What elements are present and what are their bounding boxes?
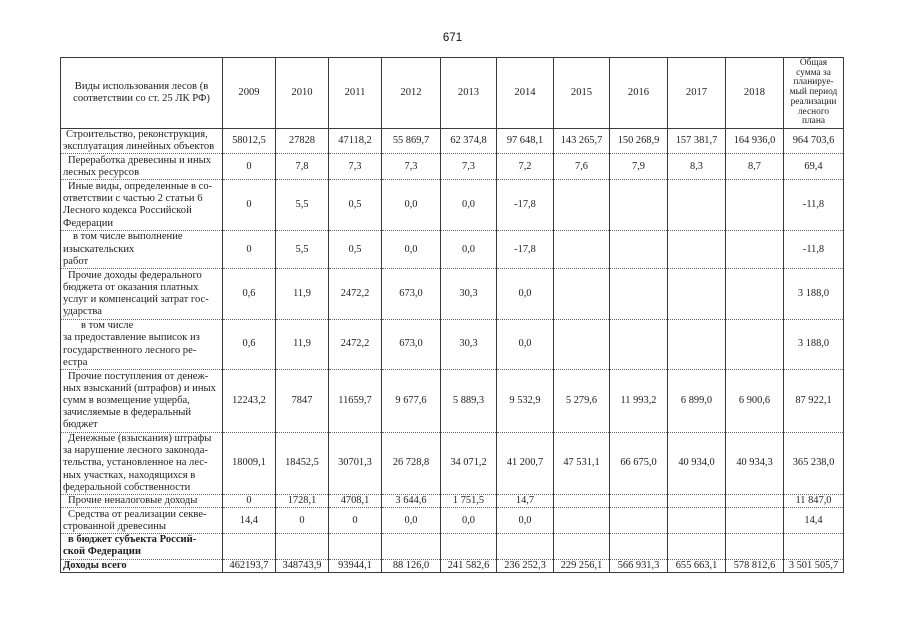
total-value-cell: 3 188,0 (784, 320, 844, 370)
value-cell-2015: 5 279,6 (554, 370, 610, 433)
value-cell-2017 (668, 534, 726, 559)
value-cell-2015: 229 256,1 (554, 559, 610, 572)
row-label-line: сумм в возмещение ущерба, (63, 394, 190, 406)
value-cell-2017: 8,3 (668, 154, 726, 180)
value-cell-2018: 40 934,3 (726, 433, 784, 495)
row-label-line: Переработка древесины и иных (68, 154, 212, 166)
table-row (61, 433, 844, 495)
value-cell-2016: 7,9 (610, 154, 668, 180)
row-label-line: работ (63, 255, 89, 267)
value-cell-2009 (223, 534, 276, 559)
total-value-cell: -11,8 (784, 180, 844, 231)
year-header: 2013 (441, 58, 497, 129)
year-header: 2011 (329, 58, 382, 129)
value-cell-2013: 0,0 (441, 180, 497, 231)
table-row (61, 129, 844, 154)
value-cell-2015: 47 531,1 (554, 433, 610, 495)
row-label-line: Средства от реализации секве- (68, 508, 207, 520)
value-cell-2012: 0,0 (382, 231, 441, 269)
value-cell-2016 (610, 320, 668, 370)
row-label-line: федеральной собственности (63, 481, 191, 493)
value-cell-2016 (610, 180, 668, 231)
total-header-line: реализации (790, 96, 837, 107)
table-row (61, 534, 844, 559)
total-value-cell: 11 847,0 (784, 495, 844, 508)
row-label-line: ных взысканий (штрафов) и иных (63, 382, 216, 394)
total-header-line: лесного (797, 106, 830, 117)
value-cell-2016 (610, 495, 668, 508)
total-value-cell: 3 188,0 (784, 269, 844, 320)
total-value-cell (784, 534, 844, 559)
value-cell-2011: 11659,7 (329, 370, 382, 433)
row-label-line: в том числе (81, 320, 134, 332)
year-header: 2018 (726, 58, 784, 129)
value-cell-2012 (382, 534, 441, 559)
value-cell-2018 (726, 231, 784, 269)
row-label-line: ской Федерации (63, 546, 141, 558)
row-label-line: за нарушение лесного законода- (63, 445, 208, 457)
row-label-line: Лесного кодекса Российской (63, 205, 192, 217)
value-cell-2012: 0,0 (382, 180, 441, 231)
value-cell-2014: 236 252,3 (497, 559, 554, 572)
value-cell-2012: 673,0 (382, 269, 441, 320)
value-cell-2013: 7,3 (441, 154, 497, 180)
value-cell-2013: 30,3 (441, 269, 497, 320)
row-label (61, 534, 223, 559)
value-cell-2013 (441, 534, 497, 559)
row-label (61, 320, 223, 370)
value-cell-2010: 7,8 (276, 154, 329, 180)
total-value-cell: 365 238,0 (784, 433, 844, 495)
row-label-line: Прочие доходы федерального (68, 269, 202, 281)
value-cell-2011: 30701,3 (329, 433, 382, 495)
row-label-line: тельства, установленное на лес- (63, 457, 208, 469)
value-cell-2018 (726, 180, 784, 231)
row-label (61, 433, 223, 495)
value-cell-2017: 157 381,7 (668, 129, 726, 154)
row-label-line: лесных ресурсов (63, 166, 140, 178)
row-label-line: Прочие неналоговые доходы (68, 495, 198, 507)
value-cell-2011: 0 (329, 508, 382, 534)
value-cell-2016 (610, 508, 668, 534)
value-cell-2017: 40 934,0 (668, 433, 726, 495)
value-cell-2017 (668, 269, 726, 320)
value-cell-2010: 18452,5 (276, 433, 329, 495)
total-value-cell: -11,8 (784, 231, 844, 269)
value-cell-2013: 30,3 (441, 320, 497, 370)
row-label (61, 154, 223, 180)
table-row (61, 508, 844, 534)
value-cell-2012: 673,0 (382, 320, 441, 370)
value-cell-2009: 462193,7 (223, 559, 276, 572)
value-cell-2012: 7,3 (382, 154, 441, 180)
table-row (61, 154, 844, 180)
value-cell-2013: 0,0 (441, 508, 497, 534)
year-header: 2012 (382, 58, 441, 129)
value-cell-2011: 2472,2 (329, 269, 382, 320)
total-header-line: мый период (789, 87, 838, 98)
year-header: 2009 (223, 58, 276, 129)
row-label-line: Денежные (взыскания) штрафы (68, 433, 212, 445)
value-cell-2014: -17,8 (497, 180, 554, 231)
row-label (61, 180, 223, 231)
value-cell-2015 (554, 320, 610, 370)
value-cell-2010: 1728,1 (276, 495, 329, 508)
row-label-line: зачисляемые в федеральный (63, 407, 192, 419)
value-cell-2011: 0,5 (329, 231, 382, 269)
value-cell-2015: 7,6 (554, 154, 610, 180)
value-cell-2014: -17,8 (497, 231, 554, 269)
value-cell-2016: 150 268,9 (610, 129, 668, 154)
value-cell-2015 (554, 231, 610, 269)
value-cell-2011: 93944,1 (329, 559, 382, 572)
value-cell-2012: 9 677,6 (382, 370, 441, 433)
value-cell-2017 (668, 320, 726, 370)
year-header: 2017 (668, 58, 726, 129)
total-value-cell: 14,4 (784, 508, 844, 534)
total-value-cell: 964 703,6 (784, 129, 844, 154)
row-label (61, 129, 223, 154)
row-label-line: ных участках, находящихся в (63, 469, 196, 481)
value-cell-2018 (726, 269, 784, 320)
value-cell-2009: 0 (223, 180, 276, 231)
row-label (61, 508, 223, 534)
row-label-line: ответствии с частью 2 статьи 6 (63, 193, 203, 205)
year-header: 2014 (497, 58, 554, 129)
value-cell-2013: 0,0 (441, 231, 497, 269)
row-label-line: эксплуатация линейных объектов (63, 141, 215, 153)
value-cell-2013: 241 582,6 (441, 559, 497, 572)
value-cell-2009: 0 (223, 495, 276, 508)
table-row (61, 320, 844, 370)
value-cell-2009: 14,4 (223, 508, 276, 534)
page-number: 671 (442, 32, 463, 44)
value-cell-2014: 14,7 (497, 495, 554, 508)
value-cell-2010: 11,9 (276, 320, 329, 370)
value-cell-2011: 2472,2 (329, 320, 382, 370)
value-cell-2009: 18009,1 (223, 433, 276, 495)
value-cell-2018: 8,7 (726, 154, 784, 180)
row-label (61, 559, 223, 572)
row-label-line: Строительство, реконструкция, (66, 129, 208, 140)
year-header: 2010 (276, 58, 329, 129)
value-cell-2016 (610, 534, 668, 559)
value-cell-2010 (276, 534, 329, 559)
category-header-line: соответствии со ст. 25 ЛК РФ) (73, 93, 210, 104)
value-cell-2015 (554, 508, 610, 534)
category-header (61, 58, 223, 129)
value-cell-2017: 655 663,1 (668, 559, 726, 572)
value-cell-2016: 566 931,3 (610, 559, 668, 572)
value-cell-2016: 66 675,0 (610, 433, 668, 495)
value-cell-2012: 88 126,0 (382, 559, 441, 572)
value-cell-2009: 0,6 (223, 269, 276, 320)
value-cell-2018: 164 936,0 (726, 129, 784, 154)
value-cell-2013: 1 751,5 (441, 495, 497, 508)
header-row (61, 58, 844, 129)
table-row (61, 180, 844, 231)
value-cell-2017 (668, 495, 726, 508)
row-label (61, 231, 223, 269)
row-label-line: Прочие поступления от денеж- (68, 370, 209, 382)
row-label-line: за предоставление выписок из (63, 332, 200, 344)
row-label (61, 370, 223, 433)
total-header (784, 58, 844, 129)
total-value-cell: 3 501 505,7 (784, 559, 844, 572)
value-cell-2015: 143 265,7 (554, 129, 610, 154)
value-cell-2015 (554, 534, 610, 559)
value-cell-2014: 7,2 (497, 154, 554, 180)
value-cell-2016 (610, 231, 668, 269)
row-label-line: Федерации (63, 217, 114, 229)
row-label-line: бюджета от оказания платных (63, 281, 199, 293)
total-header-line: Общая (799, 57, 828, 68)
row-label-line: в бюджет субъекта Россий- (68, 534, 197, 546)
value-cell-2017: 6 899,0 (668, 370, 726, 433)
value-cell-2009: 12243,2 (223, 370, 276, 433)
row-label-line: изыскательских (63, 243, 135, 255)
value-cell-2010: 0 (276, 508, 329, 534)
value-cell-2015 (554, 180, 610, 231)
value-cell-2016: 11 993,2 (610, 370, 668, 433)
value-cell-2010: 11,9 (276, 269, 329, 320)
row-label-line: Иные виды, определенные в со- (68, 181, 213, 192)
value-cell-2013: 62 374,8 (441, 129, 497, 154)
row-label-line: государственного лесного ре- (63, 344, 197, 356)
forest-revenue-table (60, 57, 844, 573)
value-cell-2018 (726, 320, 784, 370)
value-cell-2012: 26 728,8 (382, 433, 441, 495)
year-header: 2015 (554, 58, 610, 129)
row-label-line: строванной древесины (63, 520, 167, 532)
value-cell-2009: 0 (223, 231, 276, 269)
value-cell-2012: 3 644,6 (382, 495, 441, 508)
total-header-line: сумма за (796, 67, 831, 78)
value-cell-2009: 0 (223, 154, 276, 180)
value-cell-2013: 34 071,2 (441, 433, 497, 495)
value-cell-2018 (726, 534, 784, 559)
value-cell-2014: 97 648,1 (497, 129, 554, 154)
value-cell-2014: 9 532,9 (497, 370, 554, 433)
value-cell-2014: 0,0 (497, 508, 554, 534)
row-label (61, 269, 223, 320)
table-body (61, 129, 844, 573)
year-header: 2016 (610, 58, 668, 129)
value-cell-2011: 47118,2 (329, 129, 382, 154)
value-cell-2010: 27828 (276, 129, 329, 154)
value-cell-2016 (610, 269, 668, 320)
value-cell-2010: 348743,9 (276, 559, 329, 572)
total-value-cell: 87 922,1 (784, 370, 844, 433)
value-cell-2011: 0,5 (329, 180, 382, 231)
value-cell-2018 (726, 508, 784, 534)
value-cell-2017 (668, 180, 726, 231)
value-cell-2012: 0,0 (382, 508, 441, 534)
value-cell-2011 (329, 534, 382, 559)
row-label-line: Доходы всего (63, 559, 127, 571)
value-cell-2015 (554, 269, 610, 320)
total-header-line: плана (801, 116, 826, 127)
value-cell-2012: 55 869,7 (382, 129, 441, 154)
value-cell-2014: 0,0 (497, 269, 554, 320)
value-cell-2010: 7847 (276, 370, 329, 433)
value-cell-2018 (726, 495, 784, 508)
table-row (61, 495, 844, 508)
value-cell-2010: 5,5 (276, 231, 329, 269)
table-row (61, 370, 844, 433)
value-cell-2017 (668, 508, 726, 534)
row-label-line: услуг и компенсаций затрат гос- (63, 294, 209, 306)
value-cell-2009: 58012,5 (223, 129, 276, 154)
row-label (61, 495, 223, 508)
row-label-line: естра (63, 356, 88, 368)
value-cell-2017 (668, 231, 726, 269)
total-value-cell: 69,4 (784, 154, 844, 180)
category-header-line: Виды использования лесов (в (74, 80, 209, 92)
value-cell-2014 (497, 534, 554, 559)
row-label-line: ударства (63, 306, 102, 318)
table-row (61, 231, 844, 269)
value-cell-2013: 5 889,3 (441, 370, 497, 433)
value-cell-2018: 6 900,6 (726, 370, 784, 433)
value-cell-2011: 4708,1 (329, 495, 382, 508)
value-cell-2015 (554, 495, 610, 508)
value-cell-2009: 0,6 (223, 320, 276, 370)
row-label-line: в том числе выполнение (73, 231, 183, 243)
row-label-line: бюджет (63, 419, 98, 431)
table-row (61, 269, 844, 320)
table-row (61, 559, 844, 572)
value-cell-2014: 41 200,7 (497, 433, 554, 495)
value-cell-2018: 578 812,6 (726, 559, 784, 572)
value-cell-2010: 5,5 (276, 180, 329, 231)
value-cell-2014: 0,0 (497, 320, 554, 370)
value-cell-2011: 7,3 (329, 154, 382, 180)
total-header-line: планируе- (793, 77, 834, 88)
